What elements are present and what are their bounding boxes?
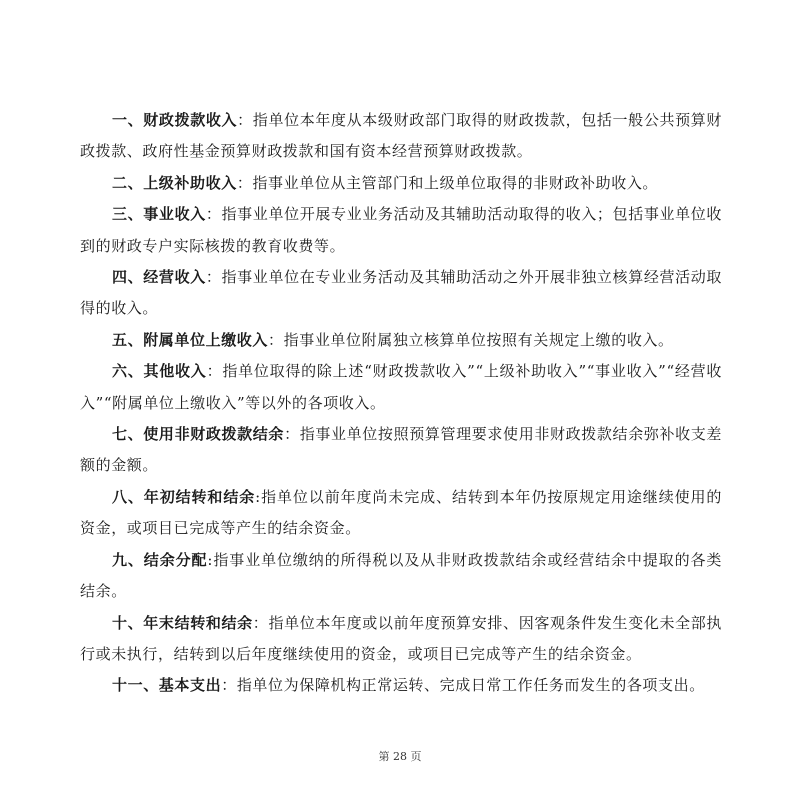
definition-3: 指事业单位开展专业业务活动及其辅助活动取得的收入；包括事业单位收到的财政专户实际核拨的教育收费等。 (80, 205, 723, 255)
term-7: 七、使用非财政拨款结余 (112, 425, 285, 444)
definition-4: 指事业单位在专业业务活动及其辅助活动之外开展非独立核算经营活动取得的收入。 (80, 268, 723, 318)
definition-6: 指单位取得的除上述“财政拨款收入”“上级补助收入”“事业收入”“经营收入”“附属单位上缴收入”等以外的各项收入。 (80, 362, 722, 412)
term-sep-6: ： (206, 362, 223, 381)
term-sep-2: ： (236, 173, 253, 192)
paragraph-1 (80, 105, 722, 168)
paragraph-2 (80, 168, 722, 199)
definition-7: 指事业单位按照预算管理要求使用非财政拨款结余弥补收支差额的金额。 (80, 425, 723, 475)
term-sep-11: ： (221, 676, 237, 695)
definition-5: 指事业单位附属独立核算单位按照有关规定上缴的收入。 (283, 330, 674, 349)
paragraph-10 (80, 608, 722, 671)
paragraph-11 (80, 670, 722, 701)
term-sep-7: ： (284, 425, 300, 444)
term-3: 三、事业收入 (112, 205, 206, 224)
term-10: 十、年末结转和结余 (112, 613, 253, 632)
definition-10: 指单位本年度或以前年度预算安排、因客观条件发生变化未全部执行或未执行，结转到以后年度继续使用的资金，或项目已完成等产生的结余资金。 (80, 613, 723, 663)
paragraph-8 (80, 482, 722, 545)
term-sep-8: : (255, 487, 261, 506)
term-8: 八、年初结转和结余 (112, 487, 256, 506)
page-number: 第 28 页 (378, 750, 422, 763)
definition-11: 指单位为保障机构正常运转、完成日常工作任务而发生的各项支出。 (236, 676, 705, 695)
term-11: 十一、基本支出 (112, 676, 222, 695)
paragraph-9 (80, 545, 722, 608)
term-2: 二、上级补助收入 (112, 173, 237, 192)
term-sep-10: ： (252, 613, 269, 632)
definition-9: 指事业单位缴纳的所得税以及从非财政拨款结余或经营结余中提取的各类结余。 (80, 550, 722, 601)
term-1: 一、财政拨款收入 (112, 111, 238, 129)
term-6: 六、其他收入 (112, 362, 207, 381)
term-sep-9: : (207, 550, 214, 569)
term-4: 四、经营收入 (112, 268, 206, 287)
definition-1: 指单位本年度从本级财政部门取得的财政拨款，包括一般公共预算财政拨款、政府性基金预算财政拨款和国有资本经营预算财政拨款。 (80, 111, 722, 161)
term-5: 五、附属单位上缴收入 (112, 330, 269, 349)
term-sep-3: ： (205, 205, 222, 224)
definition-2: 指事业单位从主管部门和上级单位取得的非财政补助收入。 (252, 173, 659, 192)
term-sep-4: ： (205, 268, 222, 287)
paragraph-4 (80, 262, 722, 325)
document-body (80, 105, 722, 702)
definition-8: 指单位以前年度尚未完成、结转到本年仍按原规定用途继续使用的资金，或项目已完成等产生的结余资金。 (80, 487, 722, 538)
paragraph-6 (80, 356, 722, 419)
term-sep-5: ： (268, 330, 284, 349)
term-sep-1: ： (237, 111, 253, 129)
paragraph-7 (80, 419, 722, 482)
term-9: 九、结余分配 (112, 550, 208, 569)
paragraph-3 (80, 199, 722, 262)
paragraph-5 (80, 325, 722, 356)
